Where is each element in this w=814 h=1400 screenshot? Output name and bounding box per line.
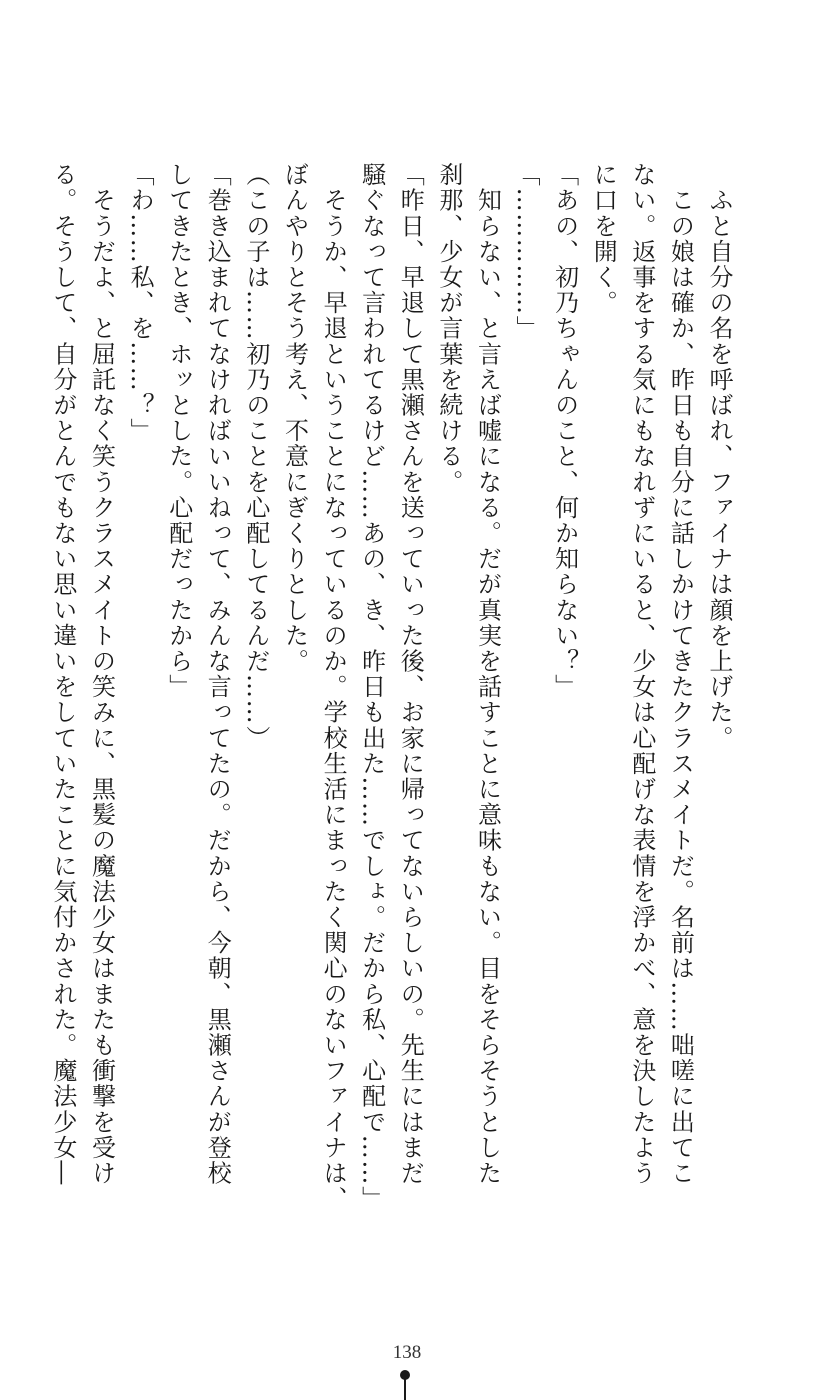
text-line: そうか、早退ということになっているのか。学校生活にまったく関心のないファイナは、 <box>319 162 348 1212</box>
text-line: してきたとき、ホッとした。心配だったから」 <box>164 162 193 700</box>
text-line: ない。返事をする気にもなれずにいると、少女は心配げな表情を浮かべ、意を決したよう <box>627 162 656 1186</box>
text-line: この娘は確か、昨日も自分に話しかけてきたクラスメイトだ。名前は……咄嗟に出てこ <box>666 162 695 1186</box>
page-marker-icon <box>400 1370 410 1400</box>
text-line: 「昨日、早退して黒瀬さんを送っていった後、お家に帰ってないらしいの。先生にはまだ <box>396 162 425 1186</box>
text-line: そうだよ、と屈託なく笑うクラスメイトの笑みに、黒髪の魔法少女はまたも衝撃を受け <box>87 162 116 1186</box>
text-line: 「あの、初乃ちゃんのこと、何か知らない？」 <box>550 162 579 700</box>
text-line: 「巻き込まれてなければいいねって、みんな言ってたの。だから、今朝、黒瀬さんが登校 <box>203 162 232 1186</box>
text-line: ふと自分の名を呼ばれ、ファイナは顔を上げた。 <box>705 162 733 751</box>
body-text <box>43 162 738 1212</box>
page-number: 138 <box>392 1342 422 1363</box>
text-line: 刹那、少女が言葉を続ける。 <box>434 162 463 495</box>
text-line: 知らない、と言えば嘘になる。だが真実を話すことに意味もない。目をそらそうとした <box>473 162 502 1186</box>
text-line: に口を開く。 <box>589 162 618 316</box>
text-line: る。そうして、自分がとんでもない思い違いをしていたことに気付かされた。魔法少女― <box>48 162 77 1186</box>
text-line: （この子は……初乃のことを心配してるんだ……） <box>241 162 270 751</box>
text-line: ぼんやりとそう考え、不意にぎくりとした。 <box>280 162 309 674</box>
text-line: 「……………」 <box>512 162 541 342</box>
text-line: 「わ……私、を……？」 <box>126 162 155 444</box>
text-line: 騒ぐなって言われてるけど……あの、き、昨日も出た……でしょ。だから私、心配で……」 <box>357 162 386 1212</box>
